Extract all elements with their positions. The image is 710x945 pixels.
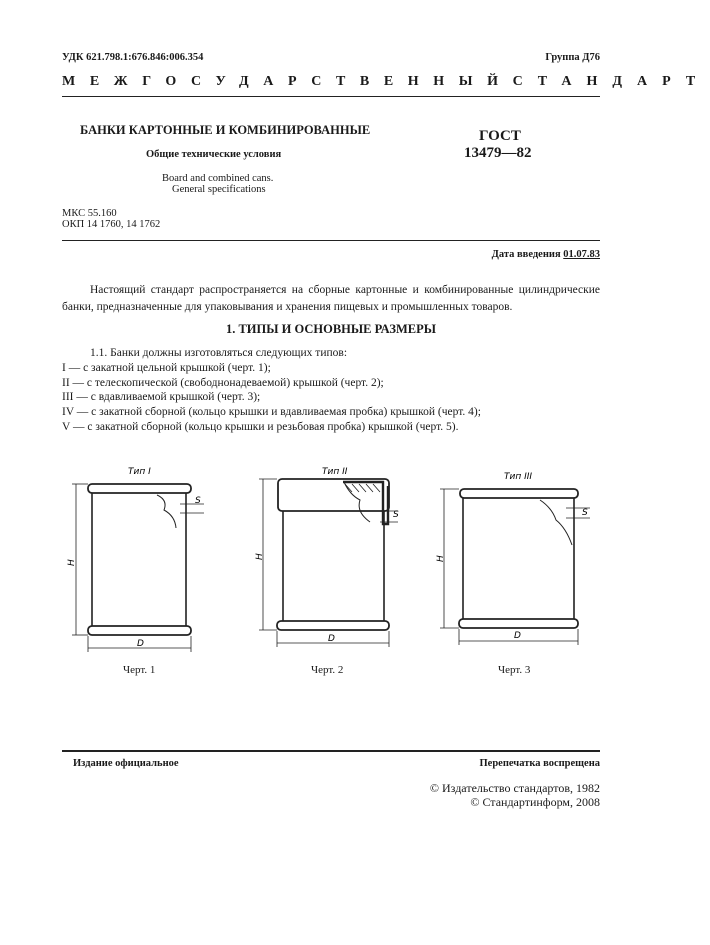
document-title: БАНКИ КАРТОННЫЕ И КОМБИНИРОВАННЫЕ	[80, 123, 371, 137]
english-title: Board and combined cans.	[162, 173, 274, 184]
figure-3-drawing	[440, 489, 590, 645]
figure-3-caption: Черт. 3	[498, 664, 531, 676]
footer-rule	[62, 750, 600, 752]
section-title: 1. ТИПЫ И ОСНОВНЫЕ РАЗМЕРЫ	[225, 322, 437, 336]
figure-1-s-label: S	[195, 496, 201, 506]
figure-3-d-label: D	[514, 631, 521, 641]
list-item: II — с телескопической (свободнонадеваемой) крышкой (черт. 2);	[62, 376, 384, 389]
document-subtitle: Общие технические условия	[146, 149, 282, 160]
group-code: Группа Д76	[545, 52, 600, 63]
figure-2-type-label: Тип II	[322, 467, 348, 477]
mks-code: МКС 55.160	[62, 208, 117, 219]
gost-number: 13479—82	[464, 145, 532, 161]
figure-2-drawing	[259, 479, 398, 647]
standard-type-word-2: СТАНДАРТ	[512, 74, 710, 89]
udk-code: УДК 621.798.1:676.846:006.354	[62, 52, 204, 63]
can-drawings	[0, 455, 661, 660]
figure-3-s-label: S	[582, 508, 588, 518]
effective-date	[492, 249, 600, 260]
effective-date-label: Дата введения	[491, 249, 561, 260]
figure-2-s-label: S	[393, 510, 399, 520]
title-rule	[62, 240, 600, 241]
figure-3-h-label: H	[436, 555, 446, 562]
figure-1-type-label: Тип I	[128, 467, 151, 477]
copyright-2: © Стандартинформ, 2008	[470, 795, 600, 809]
list-item: 1.1. Банки должны изготовляться следующих типов:	[90, 347, 348, 359]
okp-code: ОКП 14 1760, 14 1762	[62, 219, 161, 230]
list-item: III — с вдавливаемой крышкой (черт. 3);	[62, 391, 261, 404]
official-edition: Издание официальное	[73, 758, 179, 769]
figure-2-caption: Черт. 2	[311, 664, 344, 676]
types-list	[62, 346, 481, 435]
figure-1-caption: Черт. 1	[123, 664, 156, 676]
figure-1-h-label: H	[67, 559, 77, 566]
standard-type-line	[62, 74, 710, 90]
effective-date-value: 01.07.83	[563, 249, 600, 260]
copyright-1: © Издательство стандартов, 1982	[429, 781, 600, 795]
gost-label: ГОСТ	[479, 128, 521, 144]
list-item: IV — с закатной сборной (кольцо крышки и вдавливаемая пробка) крышкой (черт. 4);	[62, 406, 481, 419]
figure-1-d-label: D	[137, 639, 144, 649]
list-item: I — с закатной цельной крышкой (черт. 1);	[62, 361, 271, 374]
english-subtitle: General specifications	[172, 184, 266, 195]
figure-2-d-label: D	[328, 634, 335, 644]
figure-1-drawing	[72, 484, 204, 652]
reprint-forbidden: Перепечатка воспрещена	[479, 758, 600, 769]
intro-paragraph: Настоящий стандарт распространяется на сборные картонные и комбинированные цилиндрические банки, предназначенные для упаковывания и хранения пищевых и промышленных товаров.	[62, 284, 600, 313]
list-item: V — с закатной сборной (кольцо крышки и резьбовая пробка) крышкой (черт. 5).	[62, 420, 459, 433]
figure-2-h-label: H	[255, 553, 265, 560]
standard-type-word-1: МЕЖГОСУДАРСТВЕННЫЙ	[62, 74, 513, 89]
figure-3-type-label: Тип III	[504, 472, 533, 482]
header-rule	[62, 96, 600, 97]
